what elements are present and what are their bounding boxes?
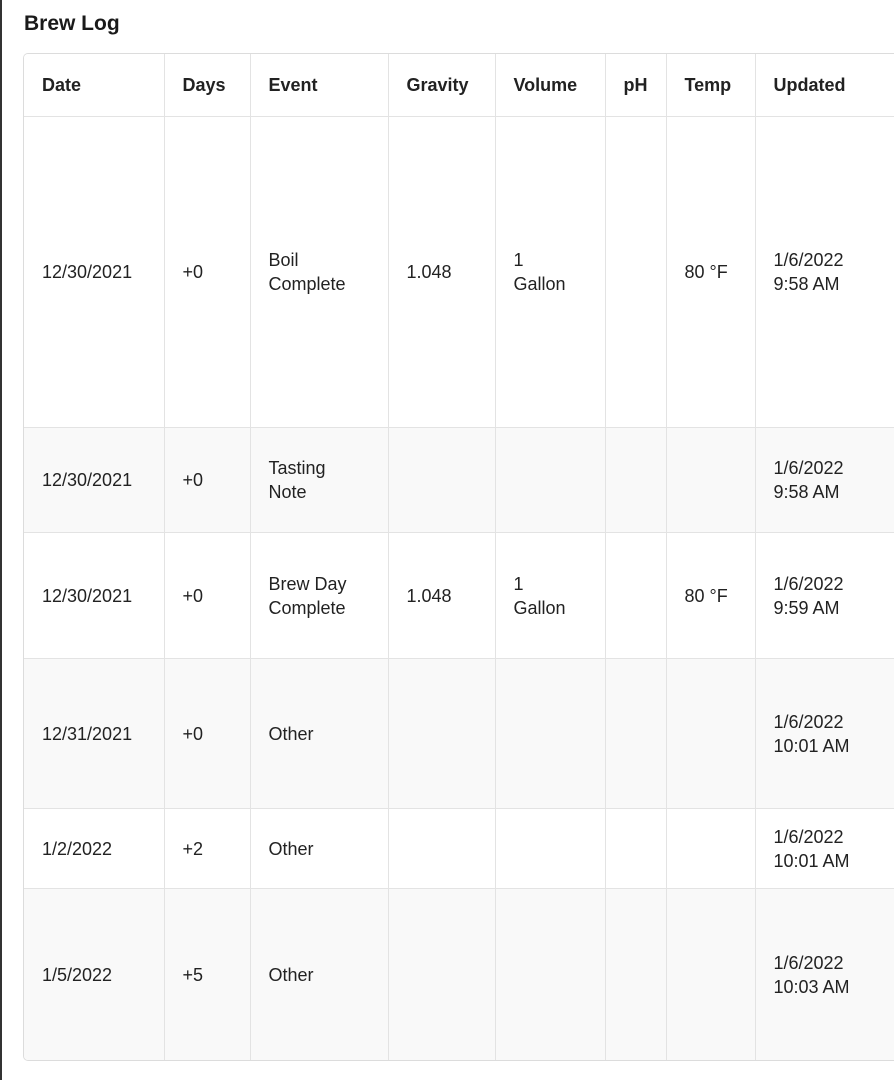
updated-date: 1/6/2022 bbox=[773, 250, 844, 270]
gravity-cell bbox=[388, 428, 495, 533]
updated-date: 1/6/2022 bbox=[773, 826, 844, 847]
updated-cell bbox=[755, 117, 894, 428]
updated-time: 9:58 AM bbox=[773, 482, 840, 502]
table-header-row bbox=[24, 54, 894, 117]
gravity-cell bbox=[388, 889, 495, 1061]
table-row[interactable] bbox=[24, 117, 894, 428]
updated-date: 1/6/2022 bbox=[773, 573, 844, 594]
volume-cell bbox=[495, 117, 605, 428]
volume-cell bbox=[495, 659, 605, 809]
column-header-date[interactable]: Date bbox=[24, 54, 164, 117]
ph-cell bbox=[605, 809, 666, 889]
column-header-ph[interactable]: pH bbox=[605, 54, 666, 117]
table-row[interactable] bbox=[24, 659, 894, 809]
column-header-event[interactable]: Event bbox=[250, 54, 388, 117]
gravity-cell: 1.048 bbox=[388, 533, 495, 659]
column-header-temp[interactable]: Temp bbox=[666, 54, 755, 117]
date-cell: 12/30/2021 bbox=[24, 533, 164, 659]
event-cell bbox=[250, 659, 388, 809]
ph-cell bbox=[605, 117, 666, 428]
volume-line-1: 1 bbox=[513, 250, 524, 270]
column-header-days[interactable]: Days bbox=[164, 54, 250, 117]
event-cell bbox=[250, 533, 388, 659]
updated-date: 1/6/2022 bbox=[773, 458, 844, 478]
event-cell bbox=[250, 889, 388, 1061]
table-row[interactable] bbox=[24, 889, 894, 1061]
gravity-cell bbox=[388, 659, 495, 809]
column-header-updated[interactable]: Updated bbox=[755, 54, 894, 117]
page-title: Brew Log bbox=[24, 12, 120, 35]
volume-line-1: 1 bbox=[513, 573, 524, 594]
event-line-1: Other bbox=[268, 723, 314, 744]
ph-cell bbox=[605, 533, 666, 659]
updated-time: 9:59 AM bbox=[773, 597, 840, 618]
event-line-2: Complete bbox=[268, 274, 346, 294]
days-cell: +0 bbox=[164, 659, 250, 809]
brew-log-table-container bbox=[23, 53, 894, 1061]
temp-cell: 80 °F bbox=[666, 117, 755, 428]
date-cell: 12/30/2021 bbox=[24, 428, 164, 533]
temp-cell bbox=[666, 659, 755, 809]
event-line-1: Other bbox=[268, 964, 314, 985]
date-cell: 12/30/2021 bbox=[24, 117, 164, 428]
ph-cell bbox=[605, 659, 666, 809]
date-cell: 1/5/2022 bbox=[24, 889, 164, 1061]
event-cell bbox=[250, 117, 388, 428]
updated-cell bbox=[755, 659, 894, 809]
updated-date: 1/6/2022 bbox=[773, 711, 844, 732]
brew-log-table bbox=[24, 54, 894, 1061]
ph-cell bbox=[605, 428, 666, 533]
volume-cell bbox=[495, 428, 605, 533]
temp-cell: 80 °F bbox=[666, 533, 755, 659]
date-cell: 1/2/2022 bbox=[24, 809, 164, 889]
event-cell bbox=[250, 428, 388, 533]
updated-cell bbox=[755, 428, 894, 533]
volume-line-2: Gallon bbox=[513, 597, 566, 618]
volume-cell bbox=[495, 809, 605, 889]
event-line-2: Note bbox=[268, 482, 307, 502]
days-cell: +2 bbox=[164, 809, 250, 889]
event-line-1: Tasting bbox=[268, 458, 326, 478]
updated-time: 10:01 AM bbox=[773, 735, 850, 756]
date-cell: 12/31/2021 bbox=[24, 659, 164, 809]
event-line-1: Boil bbox=[268, 250, 299, 270]
event-line-1: Other bbox=[268, 838, 314, 859]
updated-cell bbox=[755, 809, 894, 889]
column-header-gravity[interactable]: Gravity bbox=[388, 54, 495, 117]
table-row[interactable] bbox=[24, 533, 894, 659]
days-cell: +0 bbox=[164, 428, 250, 533]
temp-cell bbox=[666, 809, 755, 889]
volume-line-2: Gallon bbox=[513, 274, 566, 294]
updated-cell bbox=[755, 889, 894, 1061]
updated-cell bbox=[755, 533, 894, 659]
updated-time: 9:58 AM bbox=[773, 274, 840, 294]
updated-time: 10:01 AM bbox=[773, 850, 850, 871]
days-cell: +5 bbox=[164, 889, 250, 1061]
gravity-cell bbox=[388, 809, 495, 889]
days-cell: +0 bbox=[164, 117, 250, 428]
updated-date: 1/6/2022 bbox=[773, 952, 844, 973]
table-row[interactable] bbox=[24, 809, 894, 889]
event-line-2: Complete bbox=[268, 597, 346, 618]
event-line-1: Brew Day bbox=[268, 573, 347, 594]
volume-cell bbox=[495, 533, 605, 659]
table-row[interactable] bbox=[24, 428, 894, 533]
days-cell: +0 bbox=[164, 533, 250, 659]
event-cell bbox=[250, 809, 388, 889]
temp-cell bbox=[666, 428, 755, 533]
temp-cell bbox=[666, 889, 755, 1061]
updated-time: 10:03 AM bbox=[773, 976, 850, 997]
ph-cell bbox=[605, 889, 666, 1061]
column-header-volume[interactable]: Volume bbox=[495, 54, 605, 117]
gravity-cell: 1.048 bbox=[388, 117, 495, 428]
left-border bbox=[0, 0, 2, 1080]
volume-cell bbox=[495, 889, 605, 1061]
